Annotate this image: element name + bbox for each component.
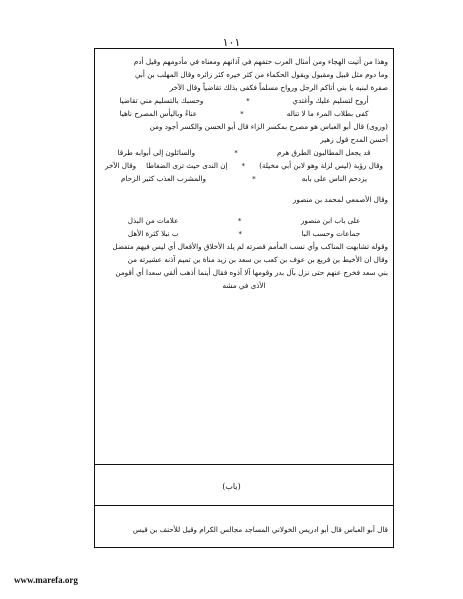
star-separator: * [241, 161, 246, 170]
main-text [100, 55, 388, 292]
text-line: أحسن المدح قول زهير [320, 135, 388, 144]
star-separator: * [237, 216, 242, 225]
text-line: وهذا من أتيت الهجاء ومن أمثال العرب حتفهم في آذانهم ومعناه في مأدومهم وقيل أدم [133, 57, 388, 66]
section-divider [94, 505, 394, 506]
star-separator: * [234, 148, 238, 157]
hemistich: وقال رؤبة (ليس لزلة وهو لابن أبي مخيلة) [259, 161, 383, 170]
page-number: ١٠١ [222, 36, 241, 49]
hemistich: قد يجعل المطالبون الطرق هرم [276, 148, 371, 157]
hemistich: جماعات وحسب البا [301, 229, 361, 238]
verse-line [100, 172, 388, 185]
hemistich: كفى بطلاب المرء ما لا تناله [286, 109, 369, 118]
hemistich: أروح لتسليم عليك وأغتدي [292, 96, 369, 105]
verse-line [100, 146, 388, 159]
verse-line [100, 107, 388, 120]
footer-text-line: قال أبو العباس قال أبو ادريس الخولاني المساجد مجالس الكرام وقيل للأحنف بن قيس [132, 525, 388, 534]
text-line: وقوله تشابهت المناكب وأي نسب المأمم قصرته لم يلد الأخلاق والأفعال أي ليس فيهم متفضل [112, 242, 388, 251]
star-separator: * [246, 96, 250, 105]
section-heading: (باب) [222, 482, 241, 491]
hemistich: يزدحم الناس على بابه [301, 174, 367, 183]
website-url: www.marefa.org [14, 575, 78, 585]
text-line: (وروى) قال أبو العباس هو مصرح بمكسر الزاء قال أبو الحسن والكسر أجود ومن [149, 122, 388, 131]
star-separator: * [252, 174, 256, 183]
hemistich: وحسبك بالتسليم مني تقاضيا [119, 96, 204, 105]
hemistich: علامات من البذل [127, 216, 179, 225]
text-line: الأذى في مشه [222, 281, 266, 290]
text-line: بني سعد فخرج عنهم حتى نزل بآل بدر وقومها آلا آذوه فقال أينما أذهب ألقي سعدا أي أقومن [115, 268, 388, 277]
hemistich: والمشرب العذب كثير الزحام [121, 174, 207, 183]
verse-line [100, 159, 388, 172]
star-separator: * [238, 229, 242, 238]
text-line: وقال الأصمعي لمحمد بن منصور [292, 195, 388, 204]
hemistich: على باب ابن منصور [300, 216, 361, 225]
text-line: صفرة لبنيه يا بني أتاكم الرجل ورواح مسلماً فكفى بذلك تقاضياً وقال الآخر [169, 83, 388, 92]
section-heading-text: باب [225, 482, 238, 491]
hemistich: ب نبلا كثرة الأهل [127, 229, 179, 238]
verse-line [100, 94, 388, 107]
hemistich: إن الندى حيث ترى الضغاطا [146, 161, 228, 170]
section-divider [94, 464, 394, 465]
star-separator: * [240, 109, 244, 118]
verse-line [100, 227, 388, 240]
text-line: وما دوم مثل قبيل ومقبول ويقول الحكماء من كثر خيره كثر زائره وقال المهلب بن أبي [134, 70, 388, 79]
text-inline: وقال الآخر [105, 161, 137, 170]
text-line: وقال ان الأخيط بن قريع بن عوف بن كعب بن سعد بن زيد مناة بن تميم آذنه عشيرته من [127, 255, 388, 264]
hemistich: والسائلون إلى أبوابه طرقا [117, 148, 196, 157]
verse-line [100, 214, 388, 227]
hemistich: عناءً وباليأس المصرح ناهيا [119, 109, 197, 118]
